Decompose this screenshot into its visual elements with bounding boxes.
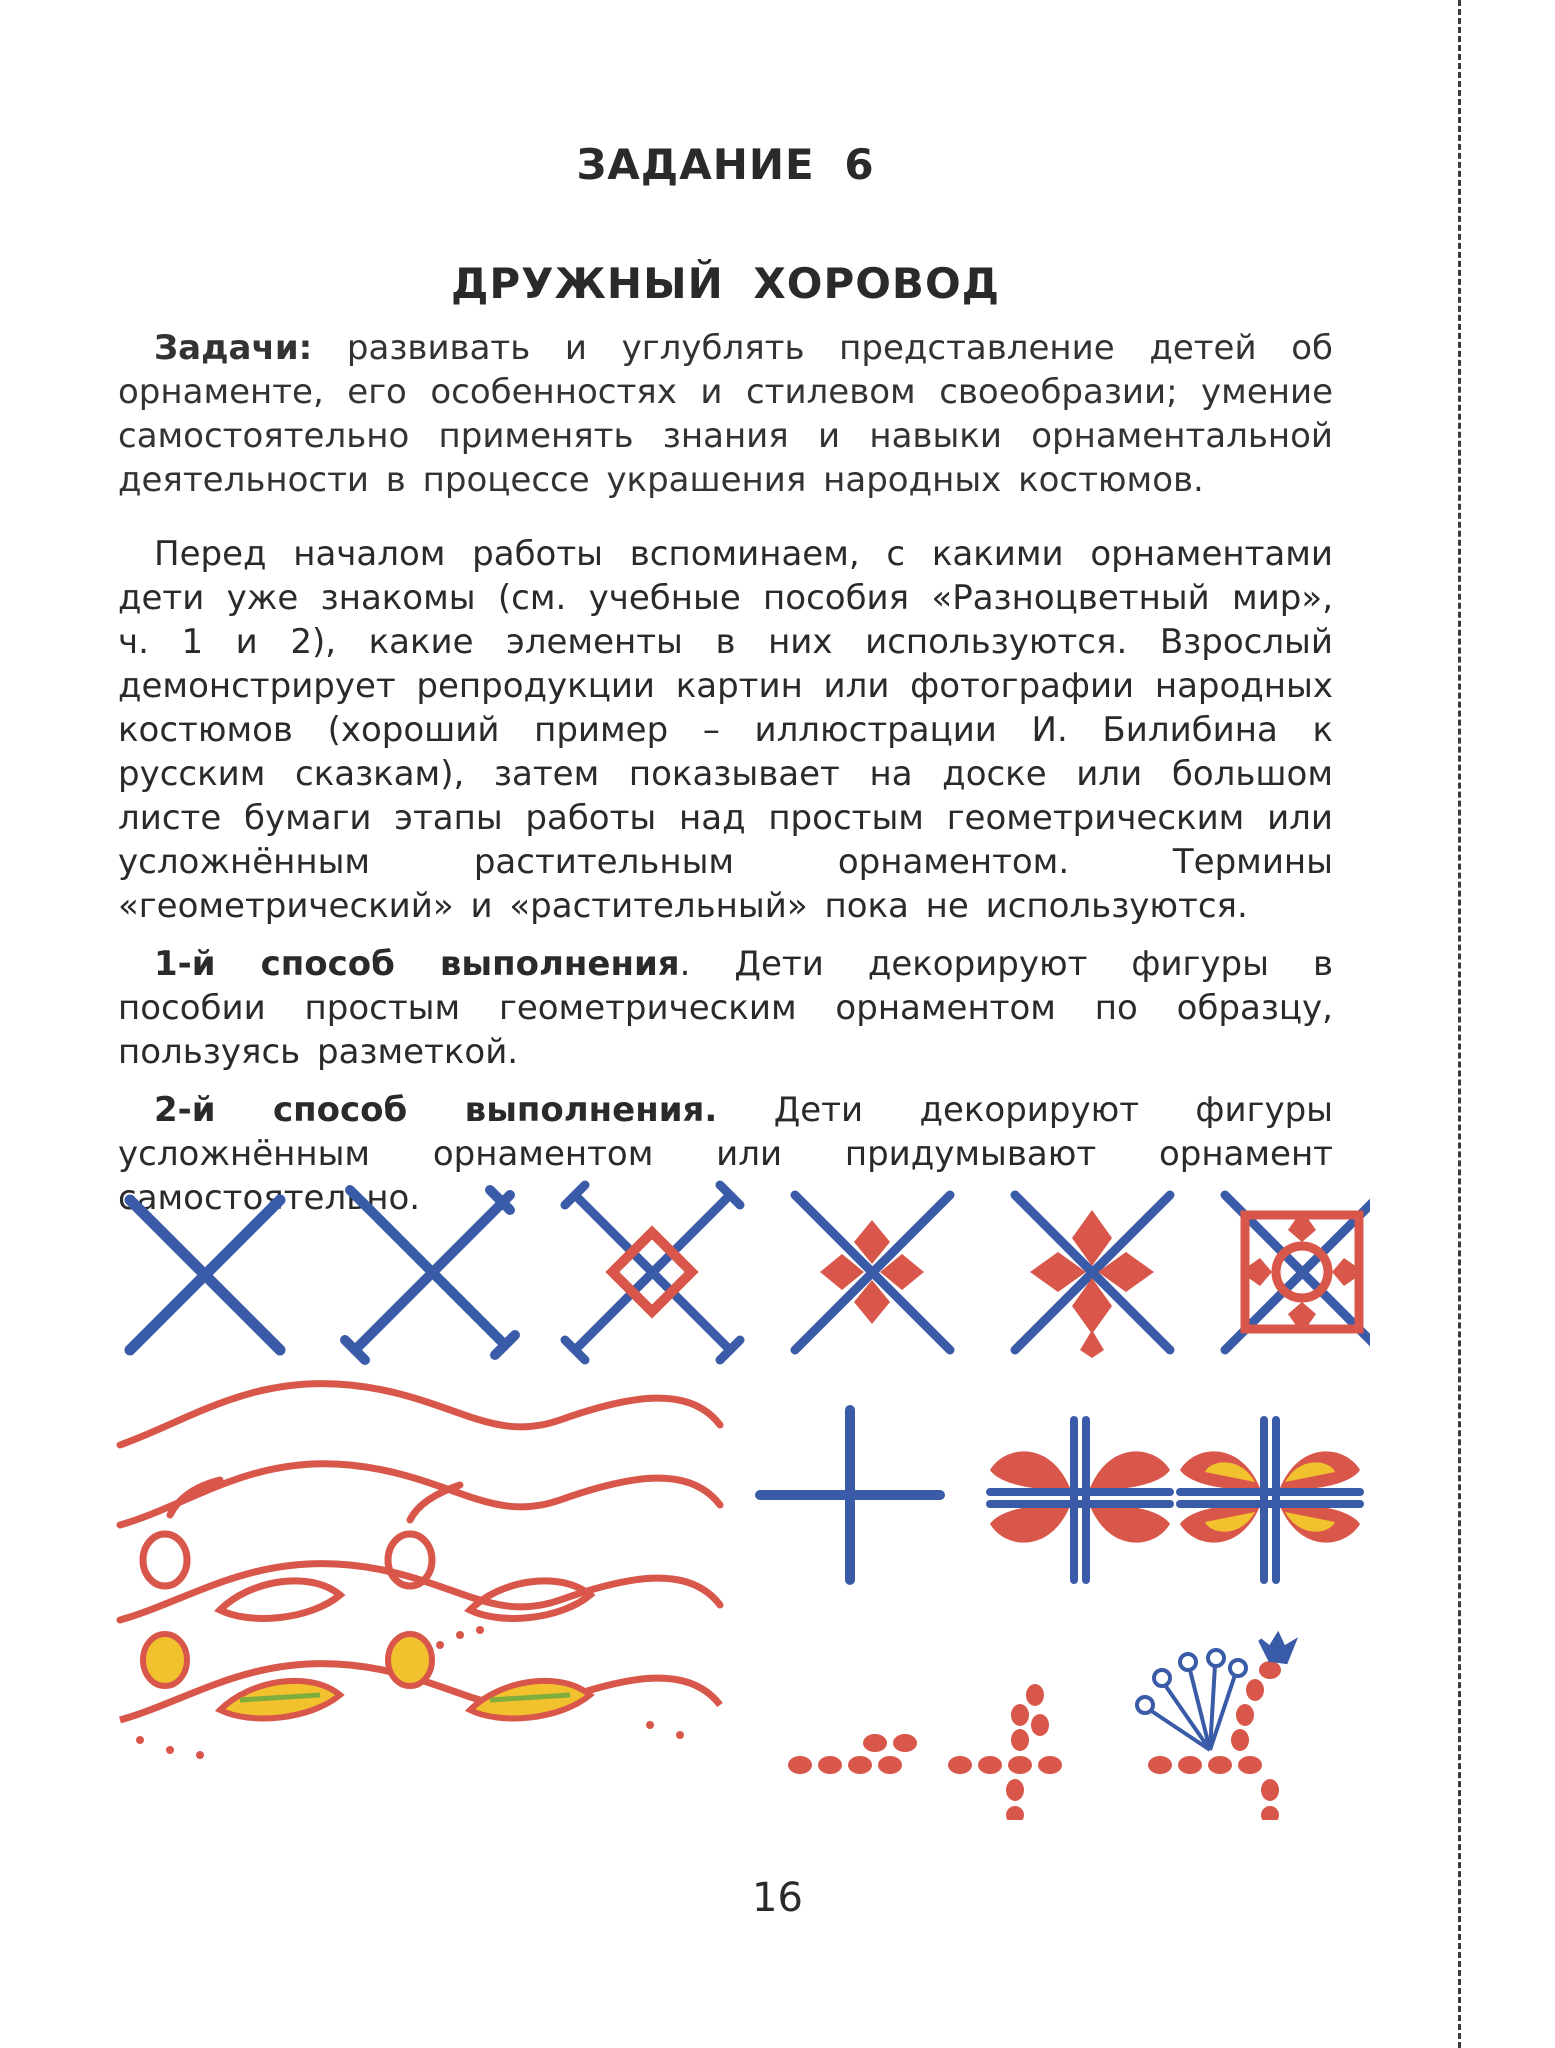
dot-ornament-figure <box>948 1684 1062 1820</box>
objectives-label: Задачи: <box>154 328 313 368</box>
method1-paragraph <box>118 942 1333 1074</box>
intro-paragraph: Перед началом работы вспоминаем, с какими орнаментами дети уже знакомы (см. учебные пособия «Разноцветный мир», ч. 1 и 2), какие элементы в них используются. Взрослый демонстрирует репродукции картин или фотографии народных костюмов (хороший пример – иллюстрации И. Билибина к русским сказкам), затем показывает на доске или большом листе бумаги этапы работы над простым геометрическим или усложнённым растительным орнаментом. Термины «геометрический» и «растительный» пока не используются. <box>118 534 1333 926</box>
plus-ornament-stage-3 <box>1180 1420 1360 1580</box>
cross-ornament-stage-3 <box>565 1185 740 1360</box>
page-content <box>118 140 1333 1220</box>
page-number: 16 <box>752 1875 803 1921</box>
wave-border-2 <box>120 1464 720 1525</box>
plus-ornament-stage-1 <box>760 1410 940 1580</box>
method1-text: . Дети декорируют фигуры в пособии простым геометрическим орнаментом по образцу, пользуясь разметкой. <box>118 944 1334 1072</box>
wave-border-1 <box>120 1384 720 1445</box>
method2-label: 2-й способ выполнения. <box>154 1090 718 1130</box>
method2-text: Дети декорируют фигуры усложнённым орнаментом или придумывают орнамент самостоятельно. <box>118 1090 1333 1218</box>
task-number-heading: ЗАДАНИЕ 6 <box>576 140 875 189</box>
cross-ornament-stage-4 <box>795 1195 950 1350</box>
cross-ornament-stage-6 <box>1225 1195 1370 1350</box>
plus-ornament-stage-2 <box>990 1420 1170 1580</box>
leaf-border <box>120 1534 720 1620</box>
cross-ornament-stage-5 <box>1015 1195 1170 1358</box>
cross-ornament-stage-1 <box>130 1200 280 1350</box>
ornament-illustrations <box>110 1180 1370 1820</box>
objectives-paragraph <box>118 326 1333 502</box>
task-title-heading: ДРУЖНЫЙ ХОРОВОД <box>450 259 1001 308</box>
objectives-text: развивать и углублять представление детей об орнаменте, его особенностях и стилевом своеобразии; умение самостоятельно применять знания и навыки орнаментальной деятельности в процессе украшения народных костюмов. <box>118 328 1333 500</box>
method1-label: 1-й способ выполнения <box>154 944 680 984</box>
dashed-cut-line <box>1458 0 1461 2048</box>
cross-ornament-stage-2 <box>345 1190 515 1360</box>
painted-leaf-border <box>120 1626 720 1759</box>
dot-ornament-row <box>788 1734 917 1774</box>
bird-ornament <box>1137 1635 1294 1820</box>
